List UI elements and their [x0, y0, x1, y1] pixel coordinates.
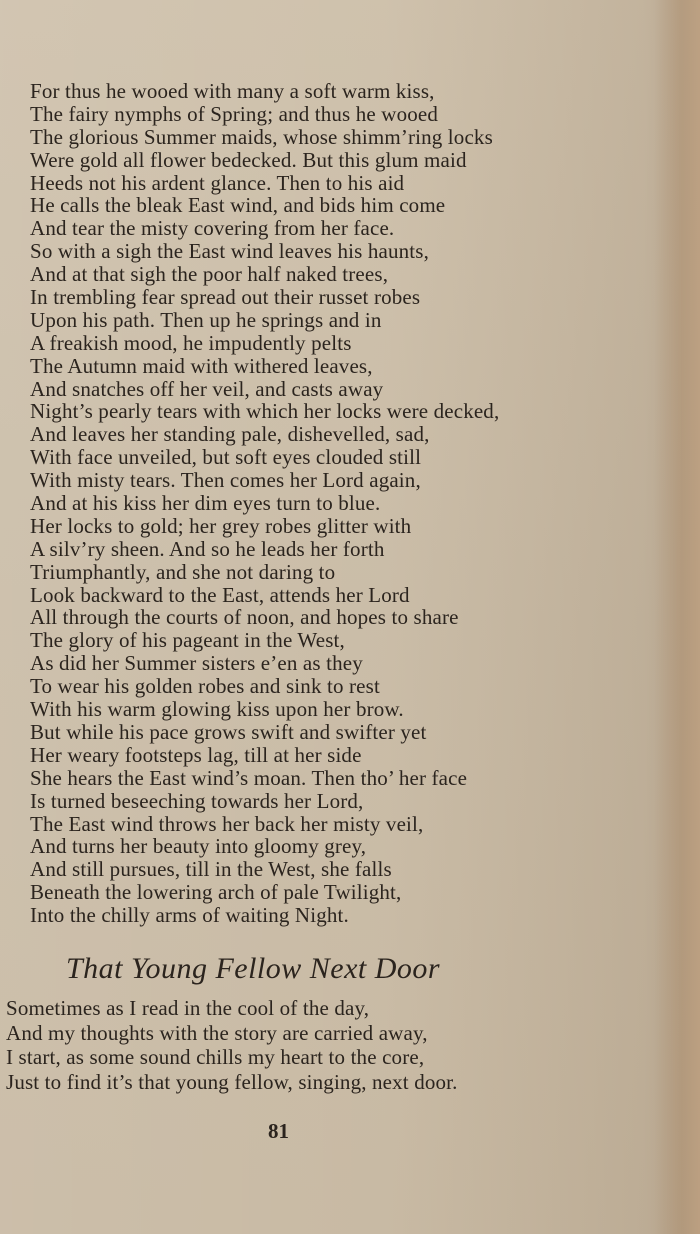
- poem-line: For thus he wooed with many a soft warm kiss,: [30, 79, 435, 103]
- poem-line: Beneath the lowering arch of pale Twilight,: [30, 880, 402, 905]
- poem-line: But while his pace grows swift and swifter yet: [30, 719, 427, 744]
- poem-line: All through the courts of noon, and hopes to share: [30, 605, 459, 630]
- poem-line: Her locks to gold; her grey robes glitter with: [30, 513, 412, 538]
- poem-line: Upon his path. Then up he springs and in: [30, 307, 382, 332]
- poem-line: And turns her beauty into gloomy grey,: [30, 834, 367, 859]
- poem-line: And tear the misty covering from her face.: [30, 216, 395, 241]
- poem-line: The glory of his pageant in the West,: [30, 628, 345, 653]
- poem-line: I start, as some sound chills my heart to the core,: [6, 1045, 425, 1069]
- poem-line: Heeds not his ardent glance. Then to his aid: [30, 170, 405, 195]
- poem-line: The East wind throws her back her misty veil,: [30, 811, 424, 836]
- poem-line: Just to find it’s that young fellow, singing, next door.: [6, 1069, 458, 1094]
- poem-line: Sometimes as I read in the cool of the day,: [6, 996, 370, 1020]
- poem-line: She hears the East wind’s moan. Then tho’ her face: [30, 765, 468, 790]
- poem-line: And leaves her standing pale, dishevelled, sad,: [30, 422, 430, 447]
- poem-line: Her weary footsteps lag, till at her side: [30, 742, 362, 767]
- poem-line: A silv’ry sheen. And so he leads her forth: [30, 536, 385, 561]
- page-number: 81: [268, 1119, 289, 1143]
- page-edge-shadow: [654, 0, 700, 1234]
- poem-line: In trembling fear spread out their russet robes: [30, 285, 421, 310]
- poem-line: The fairy nymphs of Spring; and thus he wooed: [30, 101, 439, 126]
- poem-line: Triumphantly, and she not daring to: [30, 559, 336, 584]
- poem-line: So with a sigh the East wind leaves his haunts,: [30, 239, 430, 264]
- poem-title: That Young Fellow Next Door: [66, 952, 441, 985]
- poem-line: Look backward to the East, attends her Lord: [30, 582, 410, 607]
- poem-line: A freakish mood, he impudently pelts: [30, 330, 352, 355]
- poem-line: And still pursues, till in the West, she falls: [30, 857, 392, 882]
- poem-line: With his warm glowing kiss upon her brow.: [30, 697, 404, 722]
- poem-line: The glorious Summer maids, whose shimm’ring locks: [30, 124, 493, 149]
- poem-line: Is turned beseeching towards her Lord,: [30, 788, 364, 813]
- poem-line: And my thoughts with the story are carried away,: [6, 1020, 428, 1045]
- poem-line: The Autumn maid with withered leaves,: [30, 353, 373, 378]
- poem-line: With face unveiled, but soft eyes clouded still: [30, 445, 422, 470]
- poem-line: Night’s pearly tears with which her locks were decked,: [30, 399, 500, 424]
- poem-line: And at his kiss her dim eyes turn to blue.: [30, 491, 381, 516]
- poem-line: With misty tears. Then comes her Lord again,: [30, 468, 421, 493]
- poem-line: And at that sigh the poor half naked trees,: [30, 262, 389, 287]
- poem-line: Into the chilly arms of waiting Night.: [30, 903, 349, 928]
- poem-body: [30, 80, 590, 927]
- poem-line: He calls the bleak East wind, and bids him come: [30, 193, 446, 218]
- next-poem-stanza: [6, 996, 576, 1094]
- poem-line: And snatches off her veil, and casts away: [30, 376, 384, 401]
- poem-line: To wear his golden robes and sink to rest: [30, 674, 380, 699]
- poem-line: Were gold all flower bedecked. But this glum maid: [30, 147, 467, 172]
- poem-line: As did her Summer sisters e’en as they: [30, 651, 363, 676]
